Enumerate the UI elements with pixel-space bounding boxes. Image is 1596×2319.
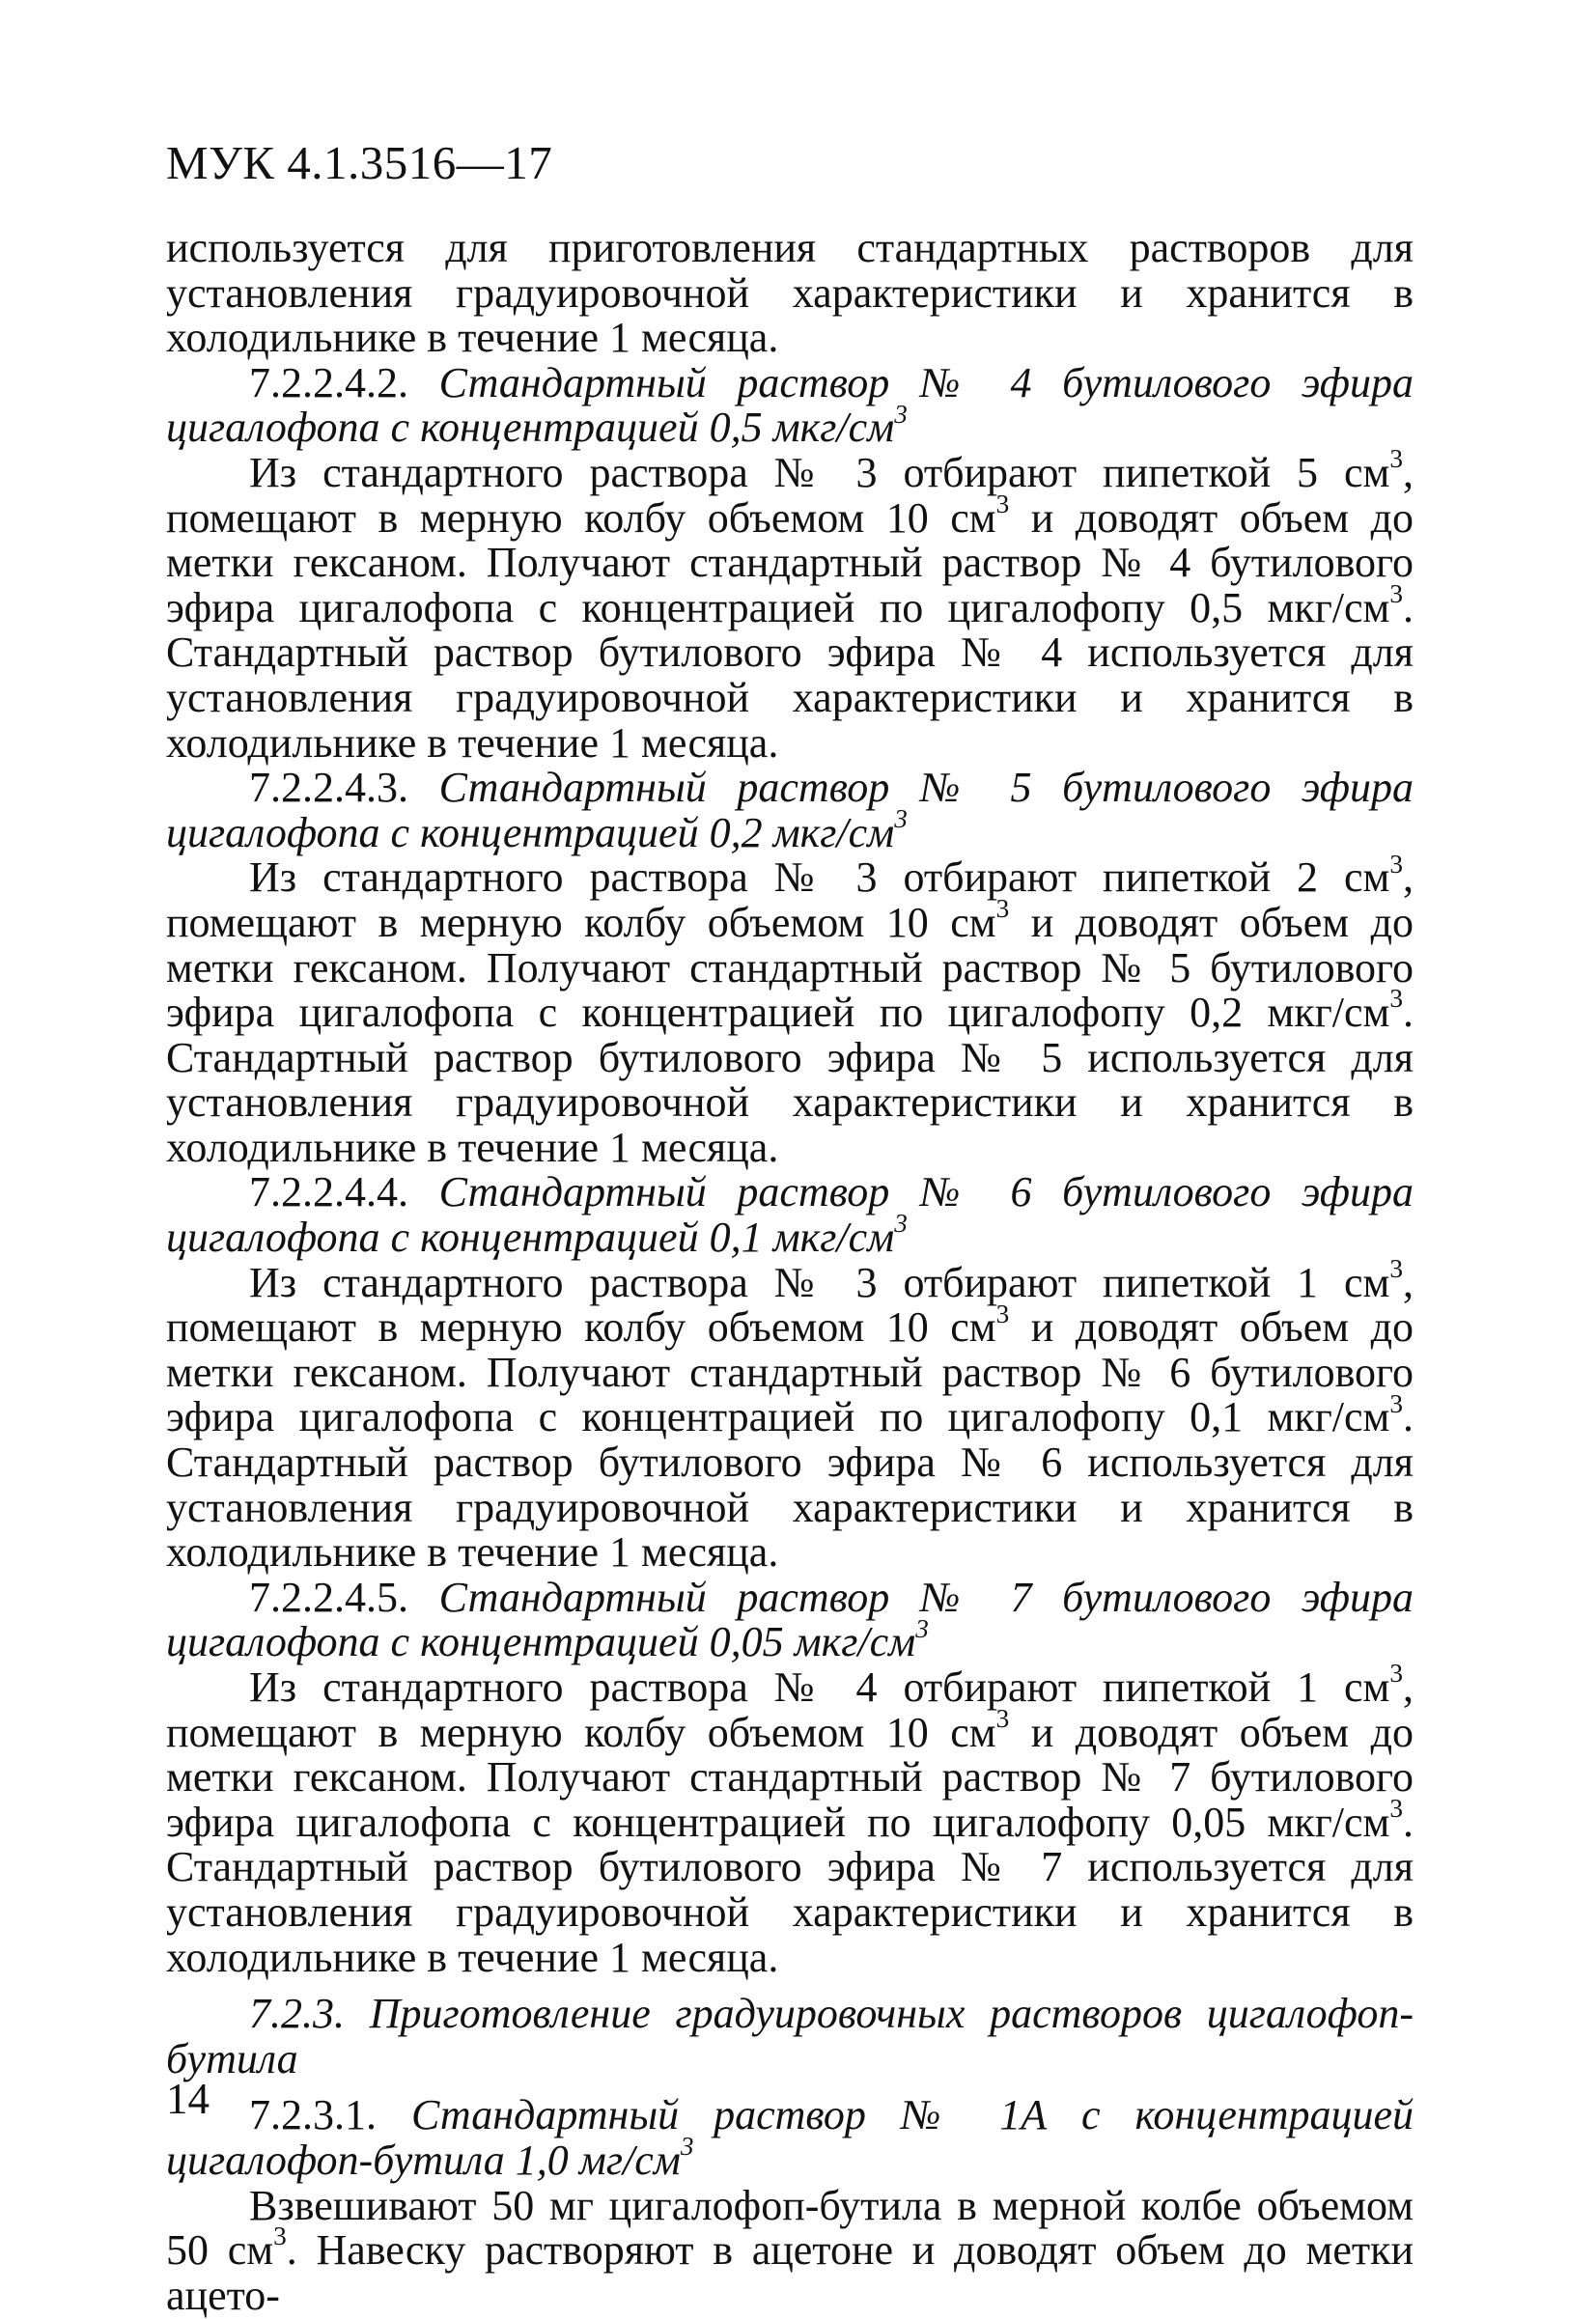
- paragraph-body: Из стандартного раствора № 3 отбирают пипеткой 5 $см^3$, помещают в мерную колбу объемом 10 $см^3$ и доводят объем до метки гексаном. Получают стандартный раствор № 4 бутилового эфира цигалофопа с концентрацией по цигалофопу 0,5 мкг/$см^3$. Стандартный раствор бутилового эфира № 4 используется для установления градуировочной характеристики и хранится в холодильнике в течение 1 месяца.: [166, 444, 1414, 767]
- paragraph-body: Из стандартного раствора № 3 отбирают пипеткой 1 $см^3$, помещают в мерную колбу объемом 10 $см^3$ и доводят объем до метки гексаном. Получают стандартный раствор № 6 бутилового эфира цигалофопа с концентрацией по цигалофопу 0,1 мкг/$см^3$. Стандартный раствор бутилового эфира № 6 используется для установления градуировочной характеристики и хранится в холодильнике в течение 1 месяца.: [166, 1253, 1414, 1577]
- paragraph-body: Из стандартного раствора № 4 отбирают пипеткой 1 $см^3$, помещают в мерную колбу объемом 10 $см^3$ и доводят объем до метки гексаном. Получают стандартный раствор № 7 бутилового эфира цигалофопа с концентрацией по цигалофопу 0,05 мкг/$см^3$. Стандартный раствор бутилового эфира № 7 используется для установления градуировочной характеристики и хранится в холодильнике в течение 1 месяца.: [166, 1659, 1414, 1981]
- page-number: 14: [166, 2075, 210, 2123]
- paragraph-body: Из стандартного раствора № 3 отбирают пипеткой 2 $см^3$, помещают в мерную колбу объемом 10 $см^3$ и доводят объем до метки гексаном. Получают стандартный раствор № 5 бутилового эфира цигалофопа с концентрацией по цигалофопу 0,2 мкг/$см^3$. Стандартный раствор бутилового эфира № 5 используется для установления градуировочной характеристики и хранится в холодильнике в течение 1 месяца.: [166, 849, 1414, 1171]
- paragraph-body: Взвешивают 50 мг цигалофоп-бутила в мерной колбе объемом 50 $см^3$. Навеску растворяют в ацетоне и доводят объем до метки ацето-: [166, 2181, 1414, 2319]
- document-body: [166, 226, 1414, 2318]
- subsection-title-7-2-2-4-4: 7.2.2.4.4. Стандартный раствор № 6 бутилового эфира цигалофопа с концентрацией 0,1 мкг/$см^3$: [166, 1168, 1414, 1262]
- paragraph-continuation: используется для приготовления стандартных растворов для установления градуировочной характеристики и хранится в холодильнике в течение 1 месяца.: [166, 224, 1414, 362]
- subsection-title-7-2-2-4-5: 7.2.2.4.5. Стандартный раствор № 7 бутилового эфира цигалофопа с концентрацией 0,05 мкг/$см^3$: [166, 1573, 1414, 1666]
- subsection-title-7-2-2-4-2: 7.2.2.4.2. Стандартный раствор № 4 бутилового эфира цигалофопа с концентрацией 0,5 мкг/$см^3$: [166, 358, 1414, 452]
- subsection-title-7-2-2-4-3: 7.2.2.4.3. Стандартный раствор № 5 бутилового эфира цигалофопа с концентрацией 0,2 мкг/$см^3$: [166, 764, 1414, 856]
- section-heading-7-2-3: 7.2.3. Приготовление градуировочных растворов цигалофоп-бутила: [166, 1990, 1414, 2082]
- subsection-title-7-2-3-1: 7.2.3.1. Стандартный раствор № 1А с концентрацией цигалофоп-бутила 1,0 $мг/см^3$: [166, 2091, 1414, 2184]
- document-code: МУК 4.1.3516—17: [166, 136, 553, 189]
